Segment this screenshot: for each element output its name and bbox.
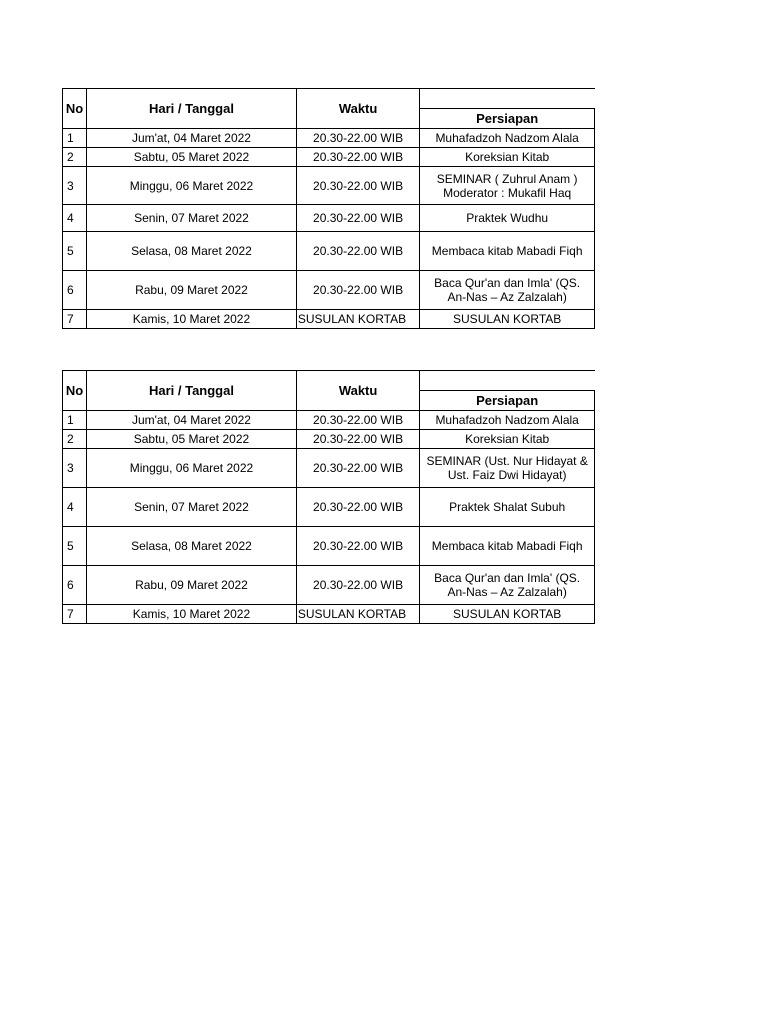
cell-day: Rabu, 09 Maret 2022 bbox=[87, 566, 297, 605]
table-row bbox=[63, 148, 595, 167]
cell-day: Minggu, 06 Maret 2022 bbox=[87, 167, 297, 205]
cell-no: 5 bbox=[63, 232, 87, 271]
cell-day: Jum'at, 04 Maret 2022 bbox=[87, 129, 297, 148]
cell-prep-line-2: An-Nas – Az Zalzalah) bbox=[447, 585, 567, 599]
table-row bbox=[63, 411, 595, 430]
cell-no: 2 bbox=[63, 430, 87, 449]
cell-prep-line-1: Baca Qur'an dan Imla' (QS. bbox=[434, 571, 581, 585]
cell-no: 4 bbox=[63, 205, 87, 232]
cell-time: 20.30-22.00 WIB bbox=[296, 527, 419, 566]
cell-time: 20.30-22.00 WIB bbox=[296, 129, 419, 148]
cell-prep bbox=[420, 449, 595, 488]
table-row bbox=[63, 310, 595, 329]
cell-no: 3 bbox=[63, 167, 87, 205]
header-blank bbox=[420, 371, 595, 391]
cell-prep: Muhafadzoh Nadzom Alala bbox=[420, 411, 595, 430]
header-prep: Persiapan bbox=[420, 109, 595, 129]
cell-prep-line-2: Ust. Faiz Dwi Hidayat) bbox=[447, 468, 567, 482]
table-row bbox=[63, 527, 595, 566]
cell-time: 20.30-22.00 WIB bbox=[296, 167, 419, 205]
cell-time: 20.30-22.00 WIB bbox=[296, 488, 419, 527]
cell-day: Minggu, 06 Maret 2022 bbox=[87, 449, 297, 488]
cell-time: SUSULAN KORTAB bbox=[296, 605, 419, 624]
cell-day: Sabtu, 05 Maret 2022 bbox=[87, 430, 297, 449]
cell-day: Kamis, 10 Maret 2022 bbox=[87, 605, 297, 624]
table-row bbox=[63, 430, 595, 449]
cell-time: SUSULAN KORTAB bbox=[296, 310, 419, 329]
cell-no: 5 bbox=[63, 527, 87, 566]
cell-prep: Praktek Shalat Subuh bbox=[420, 488, 595, 527]
header-prep: Persiapan bbox=[420, 391, 595, 411]
cell-prep: Koreksian Kitab bbox=[420, 148, 595, 167]
cell-prep bbox=[420, 271, 595, 310]
cell-day: Senin, 07 Maret 2022 bbox=[87, 488, 297, 527]
header-no: No bbox=[63, 371, 87, 411]
cell-day: Senin, 07 Maret 2022 bbox=[87, 205, 297, 232]
cell-no: 6 bbox=[63, 566, 87, 605]
cell-time: 20.30-22.00 WIB bbox=[296, 148, 419, 167]
cell-prep: Membaca kitab Mabadi Fiqh bbox=[420, 232, 595, 271]
cell-prep bbox=[420, 566, 595, 605]
table-row bbox=[63, 449, 595, 488]
cell-prep: SUSULAN KORTAB bbox=[420, 605, 595, 624]
cell-time: 20.30-22.00 WIB bbox=[296, 449, 419, 488]
cell-prep: Membaca kitab Mabadi Fiqh bbox=[420, 527, 595, 566]
table-row bbox=[63, 167, 595, 205]
cell-prep: SUSULAN KORTAB bbox=[420, 310, 595, 329]
cell-prep-line-2: Moderator : Mukafil Haq bbox=[443, 185, 572, 200]
table-row bbox=[63, 488, 595, 527]
cell-prep: Koreksian Kitab bbox=[420, 430, 595, 449]
schedule-table-2 bbox=[62, 370, 595, 624]
cell-day: Selasa, 08 Maret 2022 bbox=[87, 527, 297, 566]
schedule-table bbox=[62, 370, 595, 624]
cell-no: 1 bbox=[63, 129, 87, 148]
table-row bbox=[63, 566, 595, 605]
cell-prep: Muhafadzoh Nadzom Alala bbox=[420, 129, 595, 148]
header-blank bbox=[420, 89, 595, 109]
cell-time: 20.30-22.00 WIB bbox=[296, 232, 419, 271]
cell-no: 2 bbox=[63, 148, 87, 167]
cell-prep-line-1: SEMINAR ( Zuhrul Anam ) bbox=[436, 171, 578, 186]
cell-no: 4 bbox=[63, 488, 87, 527]
cell-day: Selasa, 08 Maret 2022 bbox=[87, 232, 297, 271]
cell-prep-line-1: Baca Qur'an dan Imla' (QS. bbox=[434, 276, 581, 290]
cell-no: 7 bbox=[63, 310, 87, 329]
schedule-table bbox=[62, 88, 595, 329]
cell-prep bbox=[420, 167, 595, 205]
cell-day: Kamis, 10 Maret 2022 bbox=[87, 310, 297, 329]
cell-day: Rabu, 09 Maret 2022 bbox=[87, 271, 297, 310]
header-no: No bbox=[63, 89, 87, 129]
cell-no: 3 bbox=[63, 449, 87, 488]
header-day: Hari / Tanggal bbox=[87, 89, 297, 129]
header-time: Waktu bbox=[296, 89, 419, 129]
header-day: Hari / Tanggal bbox=[87, 371, 297, 411]
cell-no: 6 bbox=[63, 271, 87, 310]
cell-day: Sabtu, 05 Maret 2022 bbox=[87, 148, 297, 167]
cell-time: 20.30-22.00 WIB bbox=[296, 205, 419, 232]
cell-no: 7 bbox=[63, 605, 87, 624]
table-row bbox=[63, 232, 595, 271]
cell-prep-line-1: SEMINAR (Ust. Nur Hidayat & bbox=[426, 454, 588, 468]
table-row bbox=[63, 205, 595, 232]
cell-time: 20.30-22.00 WIB bbox=[296, 411, 419, 430]
cell-prep-line-2: An-Nas – Az Zalzalah) bbox=[447, 290, 567, 304]
cell-time: 20.30-22.00 WIB bbox=[296, 271, 419, 310]
cell-time: 20.30-22.00 WIB bbox=[296, 430, 419, 449]
cell-time: 20.30-22.00 WIB bbox=[296, 566, 419, 605]
schedule-table-1 bbox=[62, 88, 595, 329]
cell-prep: Praktek Wudhu bbox=[420, 205, 595, 232]
table-row bbox=[63, 129, 595, 148]
cell-no: 1 bbox=[63, 411, 87, 430]
cell-day: Jum'at, 04 Maret 2022 bbox=[87, 411, 297, 430]
table-row bbox=[63, 605, 595, 624]
header-time: Waktu bbox=[296, 371, 419, 411]
table-row bbox=[63, 271, 595, 310]
